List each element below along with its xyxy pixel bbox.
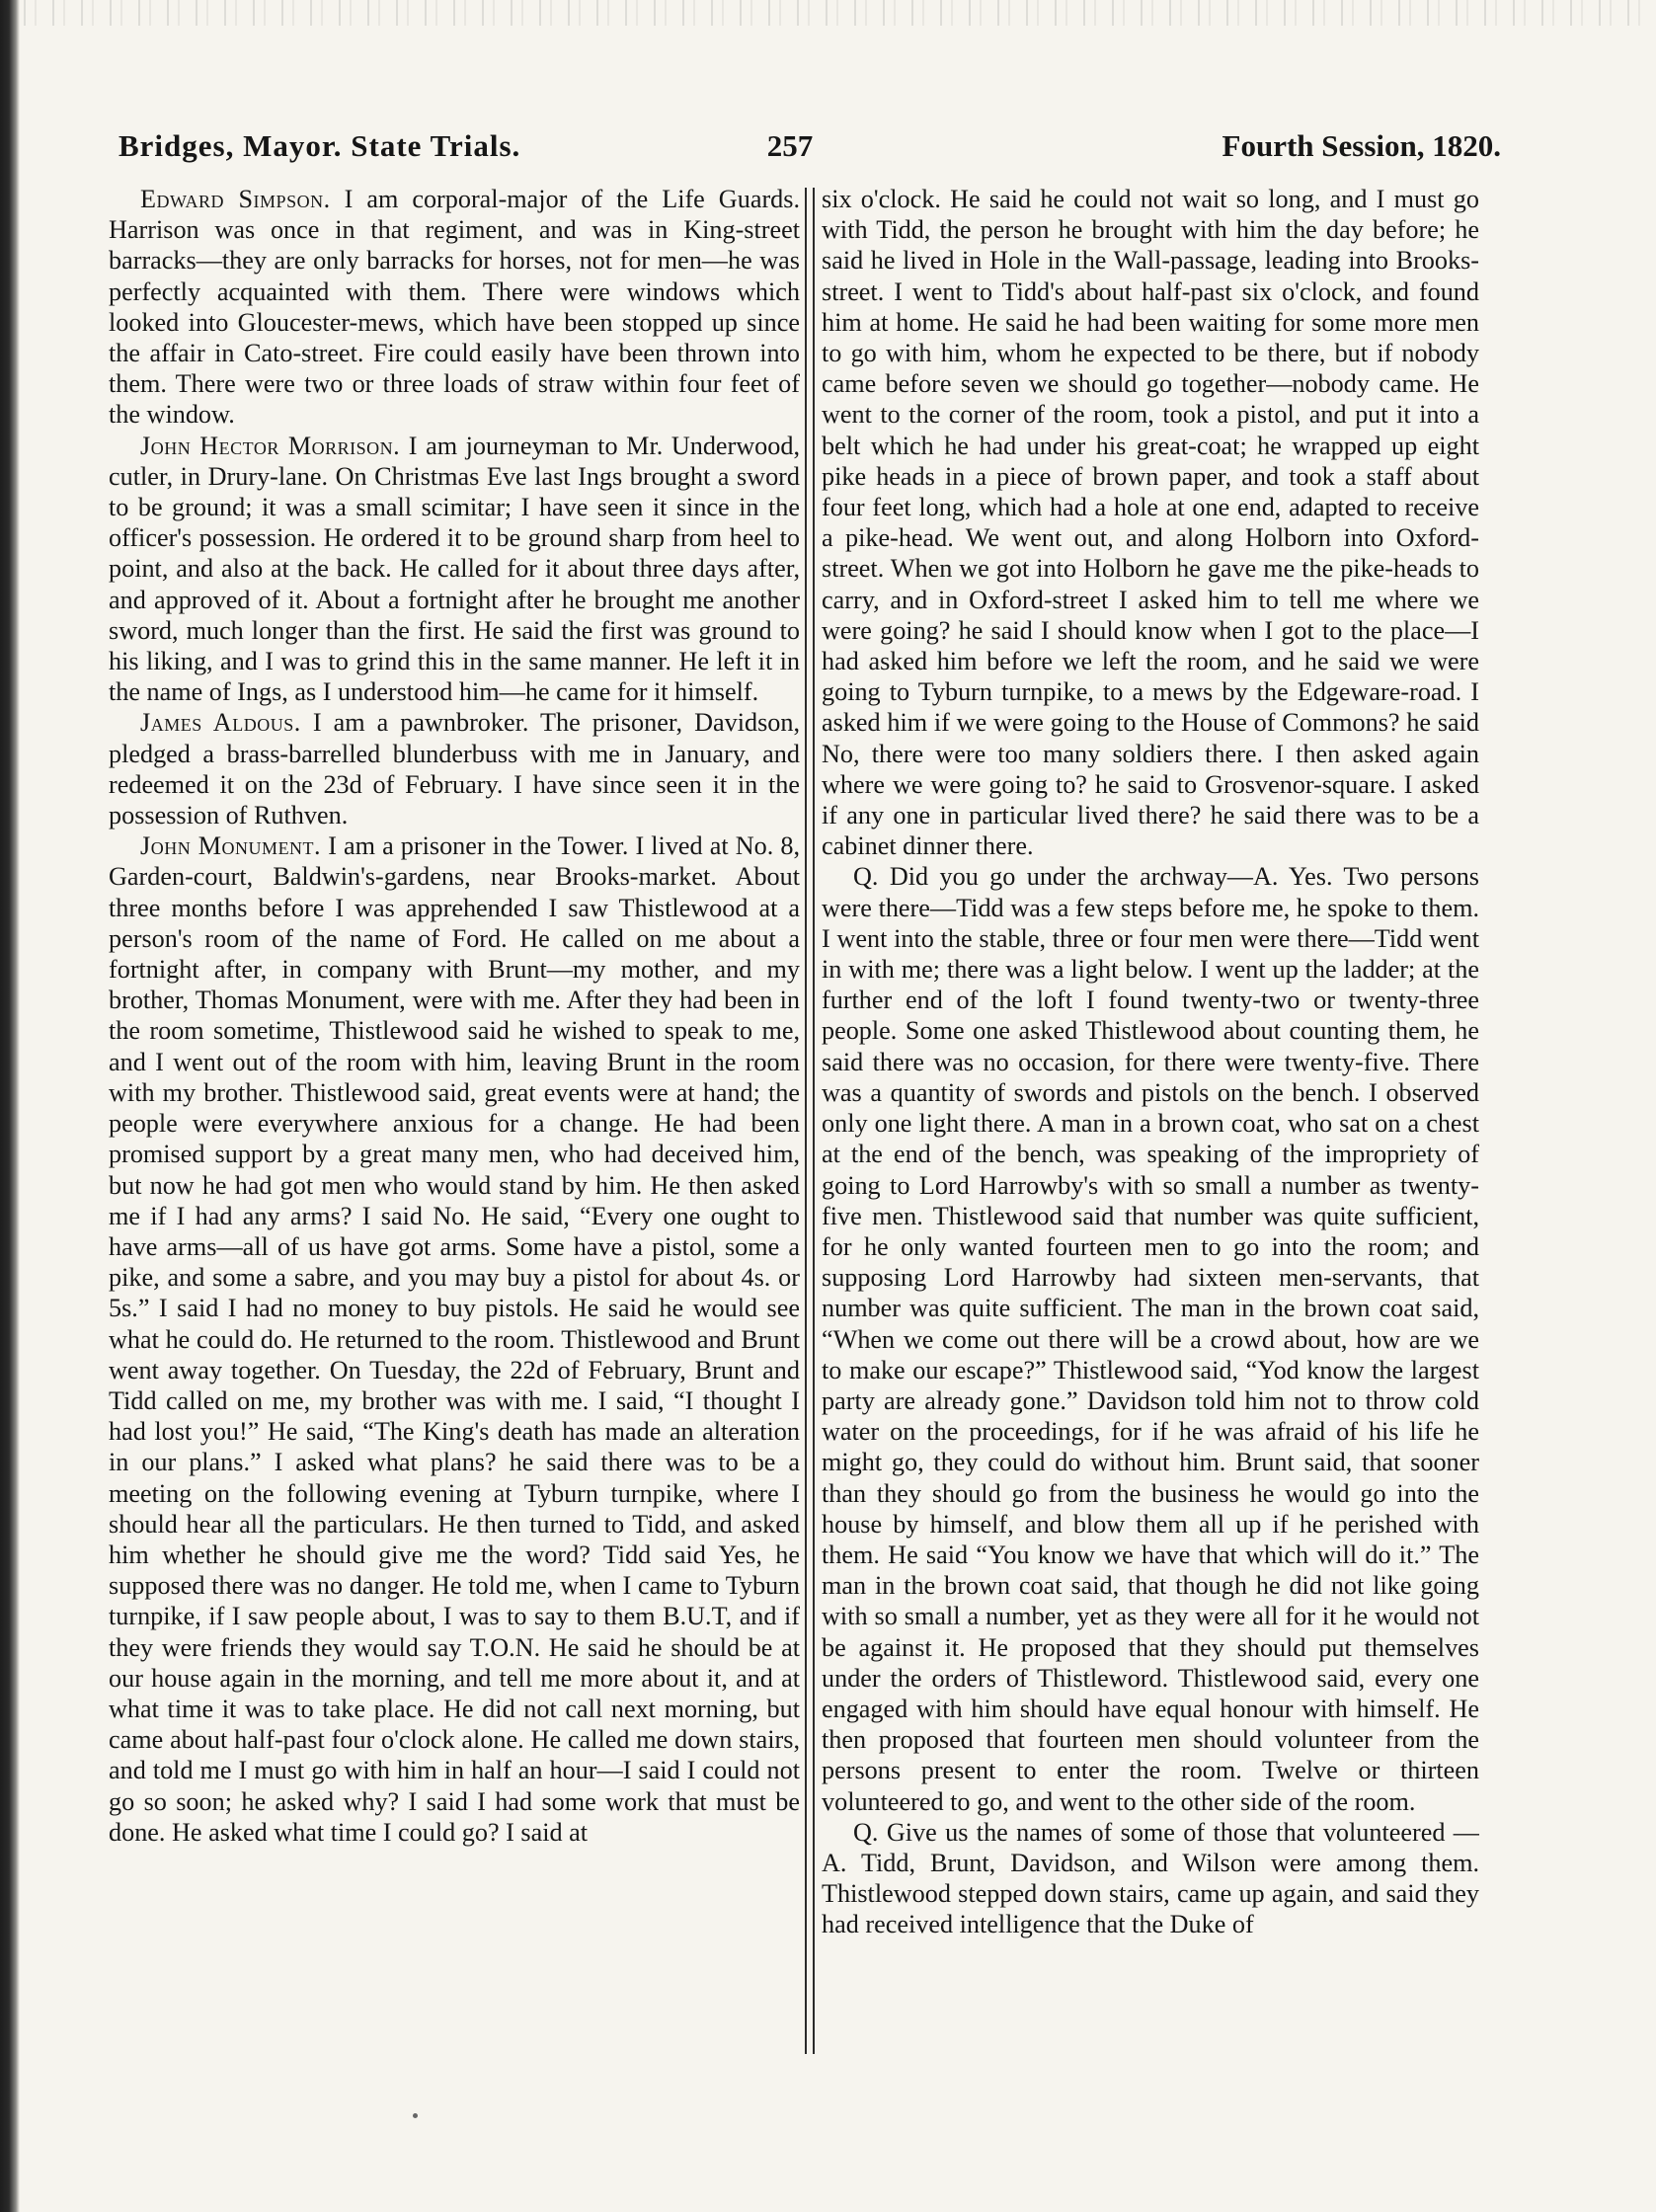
testimony-text: I am a prisoner in the Tower. I lived at No. 8, Garden-court, Baldwin's-gardens, near Brooks-market. About three months before I was apprehended I saw Thistlewood at a person's room of the name of Ford. He called on me about a fortnight after, in company with Brunt—my mother, and my brother, Thomas Monument, were with me. After they had been in the room sometime, Thistlewood said he wished to speak to me, and I went out of the room with him, leaving Brunt in the room with my brother. Thistlewood said, great events were at hand; the people were everywhere anxious for a change. He had been promised support by a great many men, who had deceived him, but now he had got men who would stand by him. He then asked me if I had any arms? I said No. He said, “Every one ought to have arms—all of us have got arms. Some have a pistol, some a pike, and some a sabre, and you may buy a pistol for about 4s. or 5s.” I said I had no money to buy pistols. He said he would see what he could do. He returned to the room. Thistlewood and Brunt went away together. On Tuesday, the 22d of February, Brunt and Tidd called on me, my brother was with me. I said, “I thought I had lost you!” He said, “The King's death has made an alteration in our plans.” I asked what plans? he said there was to be a meeting on the following evening at Tyburn turnpike, where I should hear all the particulars. He then turned to Tidd, and asked him whether he should give me the word? Tidd said Yes, he supposed there was no danger. He told me, when I came to Tyburn turnpike, if I saw people about, I was to say to them B.U.T, and if they were friends they would say T.O.N. He said he should be at our house again in the morning, and tell me more about it, and at what time it was to take place. He did not call next morning, but came about half-past four o'clock alone. He called me down stairs, and told me I must go with him in half an hour—I said I could not go so soon; he asked why? I said I had some work that must be done. He asked what time I could go? I said at: [109, 831, 800, 1847]
page-number: 257: [766, 128, 814, 163]
column-rule: [805, 188, 815, 2054]
page-binding-edge: [0, 0, 20, 2212]
testimony-text: Q. Give us the names of some of those that volunteered —A. Tidd, Brunt, Davidson, and Wilson were among them. Thistlewood stepped down stairs, came up again, and said they had received intelligence that the Duke of: [822, 1817, 1479, 1939]
left-column: [109, 184, 800, 2060]
running-head-left: Bridges, Mayor. State Trials.: [118, 128, 521, 163]
running-head: [118, 128, 1501, 174]
testimony-paragraph: [109, 431, 800, 708]
testimony-paragraph: [109, 707, 800, 830]
scan-mark: [413, 2113, 418, 2118]
testimony-text: I am journeyman to Mr. Underwood, cutler, in Drury-lane. On Christmas Eve last Ings brought a sword to be ground; it was a small scimitar; I have seen it since in the officer's possession. He ordered it to be ground sharp from heel to point, and also at the back. He called for it about three days after, and approved of it. About a fortnight after he brought me another sword, much longer than the first. He said the first was ground to his liking, and I was to grind this in the same manner. He left it in the name of Ings, as I understood him—he came for it himself.: [109, 431, 800, 707]
testimony-paragraph: [109, 184, 800, 431]
speaker-name: John Hector Morrison.: [140, 431, 401, 460]
question-answer-paragraph: [822, 861, 1479, 1816]
testimony-paragraph: [109, 830, 800, 1848]
testimony-text: I am corporal-major of the Life Guards. Harrison was once in that regiment, and was in King-street barracks—they are only barracks for horses, not for men—he was perfectly acquainted with them. There were windows which looked into Gloucester-mews, which have been stopped up since the affair in Cato-street. Fire could easily have been thrown into them. There were two or three loads of straw within four feet of the window.: [109, 185, 800, 430]
speaker-name: Edward Simpson.: [140, 185, 331, 213]
speaker-name: James Aldous.: [140, 708, 301, 738]
question-answer-paragraph: [822, 1817, 1479, 1940]
scan-noise: [24, 0, 1643, 26]
running-head-right: Fourth Session, 1820.: [1222, 128, 1501, 163]
testimony-text: I am a pawnbroker. The prisoner, Davidson, pledged a brass-barrelled blunderbuss with me in January, and redeemed it on the 23d of February. I have since seen it in the possession of Ruthven.: [109, 708, 800, 830]
testimony-text: Q. Did you go under the archway—A. Yes. Two persons were there—Tidd was a few steps before me, he spoke to them. I went into the stable, three or four men were there—Tidd went in with me; there was a light below. I went up the ladder; at the further end of the loft I found twenty-two or twenty-three people. Some one asked Thistlewood about counting them, he said there was no occasion, for there were twenty-five. There was a quantity of swords and pistols on the bench. I observed only one light there. A man in a brown coat, who sat on a chest at the end of the bench, was speaking of the impropriety of going to Lord Harrowby's with so small a number as twenty-five men. Thistlewood said that number was quite sufficient, for he only wanted fourteen men to go into the room; and supposing Lord Harrowby had sixteen men-servants, that number was quite sufficient. The man in the brown coat said, “When we come out there will be a crowd about, how are we to make our escape?” Thistlewood said, “Yod know the largest party are already gone.” Davidson told him not to throw cold water on the proceedings, for if he was afraid of his life he might go, they could do without him. Brunt said, that sooner than they should go from the business he would go into the house by himself, and blow them all up if he perished with them. He said “You know we have that which will do it.” The man in the brown coat said, that though he did not like going with so small a number, yet as they were all for it he would not be against it. He proposed that they should put themselves under the orders of Thistleword. Thistlewood said, every one engaged with him should have equal honour with himself. He then proposed that fourteen men should volunteer from the persons present to enter the room. Twelve or thirteen volunteered to go, and went to the other side of the room.: [822, 862, 1479, 1816]
testimony-text: six o'clock. He said he could not wait so long, and I must go with Tidd, the person he brought with him the day before; he said he lived in Hole in the Wall-passage, leading into Brooks-street. I went to Tidd's about half-past six o'clock, and found him at home. He said he had been waiting for some more men to go with him, whom he expected to be there, but if nobody came before seven we should go together—nobody came. He went to the corner of the room, took a pistol, and put it into a belt which he had under his great-coat; he wrapped up eight pike heads in a piece of brown paper, and took a staff about four feet long, which had a hole at one end, adapted to receive a pike-head. We went out, and along Holborn into Oxford-street. When we got into Holborn he gave me the pike-heads to carry, and in Oxford-street I asked him to tell me where we were going? he said I should know when I got to the place—I had asked him before we left the room, and he said we were going to Tyburn turnpike, to a mews by the Edgeware-road. I asked him if we were going to the House of Commons? he said No, there were too many soldiers there. I then asked again where we were going to? he said to Grosvenor-square. I asked if any one in particular lived there? he said there was to be a cabinet dinner there.: [822, 185, 1479, 861]
right-column: [822, 184, 1479, 2060]
speaker-name: John Monument.: [140, 831, 322, 861]
testimony-paragraph: [822, 184, 1479, 861]
